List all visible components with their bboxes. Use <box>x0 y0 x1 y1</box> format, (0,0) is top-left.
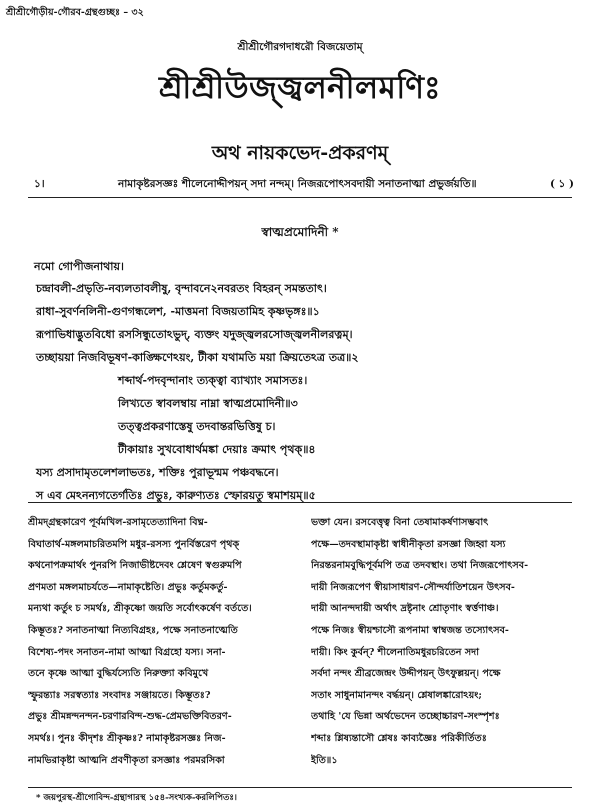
invocation-line: তত্ত্বপ্রকরণাস্তেষু তদবান্তরভিত্তিষু চ। <box>118 420 276 433</box>
invocation-line: চন্দ্রাবলী-প্রভৃতি-নব্যলতাবলীষু, বৃন্দাবনে২নবরতং বিহরন্ সমন্ততাৎ। <box>36 282 327 295</box>
commentary-columns <box>28 512 578 771</box>
commentary-line: ভক্তা যেন। রসবেত্তৃত্ব বিনা তেষামাকর্ষণাসম্ভবাৎ <box>311 517 489 528</box>
commentary-title: স্বাত্মপ্রমোদিনী * <box>261 225 339 239</box>
invocation-line: লিখ্যতে স্বাবলম্বায় নাম্না স্বাত্মপ্রমোদিনী॥৩ <box>118 397 298 410</box>
commentary-line: কিম্ভূতঃ? সনাতনাত্মা নিত্যবিগ্রহঃ, পক্ষে সনাতনাত্মেতি <box>28 624 238 636</box>
commentary-line: নামভিরাকৃষ্টা আত্মনি প্রবণীকৃতা রসজ্ঞাঃ পরমরসিকা <box>28 754 225 766</box>
commentary-line: প্রণমতা মঙ্গলমাচর্যতে—নামাকৃষ্টেতি। প্রভুঃ কর্তুমকর্তু- <box>28 581 228 593</box>
commentary-right-column <box>311 512 578 771</box>
running-head: শ্রীশ্রীগৌড়ীয়-গৌরব-গ্রন্থগুচ্ছঃ – ৩২ <box>6 7 144 18</box>
commentary-line: সতাং সাধুনামানন্দং বর্দ্ধয়ন্। শ্লেষালঙ্কারোঽয়ং; <box>311 689 482 701</box>
invocation-line: টীকায়াঃ সুখবোধার্থমঙ্কা দেয়াঃ ক্রমাৎ পৃথক্॥৪ <box>118 443 316 456</box>
divider <box>28 502 572 503</box>
blessing-line: শ্রীশ্রীগৌরগদাধরৌ বিজয়েতাম্ <box>237 41 363 53</box>
commentary-line: ইতি॥১ <box>311 754 338 766</box>
commentary-line: দায়ী নিজরূপেণ স্বীয়াসাধারণ-সৌন্দর্যাতিশয়েন উৎসব- <box>311 581 515 593</box>
commentary-line: সর্বদা নন্দং শ্রীব্রজেন্দ্রং উদ্দীপয়ন্ উৎফুল্লয়ন্। পক্ষে <box>311 668 501 680</box>
commentary-line: পক্ষে নিজঃ স্বীয়শ্চাসৌ রূপনামা স্বাম্বজন্ত তস্যোৎসব- <box>311 624 509 636</box>
commentary-line: তনে কৃষ্ণে আত্মা বুদ্ধির্যস্যেতি নিরুক্ত্যা কবিমুখে <box>28 668 209 680</box>
divider <box>28 787 572 788</box>
commentary-line: বিঘাতার্থ-মঙ্গলমাচরিতমপি মধুর-রসস্য পুনর্বিস্তরেণ পৃথক্ <box>28 538 240 550</box>
invocation-line: স এব মেঽনন্যগতের্গতিঃ প্রভুঃ, কারুণ্যতঃ স্ফোরয়তু স্বমাশয়ম্॥৫ <box>36 489 316 502</box>
footnote: * জয়পুরস্থ-শ্রীগোবিন্দ-গ্রন্থাগারস্থ ১৫৪-সংখ্যক-করলিপিতঃ। <box>36 793 237 803</box>
commentary-line: কথনোপক্রমার্থং পুনরপি নিজাভীষ্টদেবং শ্লেষেণ স্বগুরুমপি <box>28 560 242 572</box>
commentary-line: পক্ষে—তদবস্থামাকৃষ্টা স্বাধীনীকৃতা রসজ্ঞা জিহ্বা যস্য <box>311 538 506 550</box>
commentary-line: তথাহি 'যে ভিন্না অর্থভেদেন তচ্ছোচ্চারণ-সংস্পৃশঃ <box>311 711 500 723</box>
invocation-line: রাধা-সুবর্ণনলিনী-গুণগন্ধলেশ, -মাত্তমনা বিজয়তামিহ কৃষ্ণভৃঙ্গঃ॥১ <box>36 305 320 318</box>
commentary-line: সমর্থঃ। পুনঃ কীদৃশঃ শ্রীকৃষ্ণঃ? নামাকৃষ্টরসজ্ঞঃ নিজ- <box>28 732 226 744</box>
commentary-line: শ্রীমদ্গ্রন্থকারেণ পূর্বমখিল-রসামৃতেত্যাদিনা বিঘ্ন- <box>28 517 208 528</box>
commentary-line: স্ফুরন্ত্যাঃ সরস্বত্যাঃ সংবাদঃ সঞ্জায়তে। কিম্ভূতঃ? <box>28 689 211 701</box>
commentary-left-column <box>28 512 295 771</box>
chapter-heading: অথ নায়কভেদ-প্রকরণম্ <box>211 142 389 164</box>
page-title: শ্রীশ্রীউজ্জ্বলনীলমণিঃ <box>158 70 442 106</box>
commentary-line: প্রভুঃ শ্রীমন্নন্দনন্দন-চরণারবিন্দ-শুদ্ধ-প্রেমভক্তিবিতরণ- <box>28 711 232 723</box>
invocation-line: রূপাভিধাদ্ভুতবিধো রসসিন্ধুতোঽভুদ্, ব্যক্তং যদুজ্জ্বলরসোজ্জ্বলনীলরত্নম্। <box>36 328 353 341</box>
commentary-line: দায়ী। কিং কুর্বন্? শীলেনাতিমধুরচরিতেন সদা <box>311 646 479 658</box>
commentary-line: মন্যথা কর্তুং চ সমর্থঃ, শ্রীকৃষ্ণো জয়তি সর্বোৎকর্ষেণ বর্ততে। <box>28 603 252 615</box>
invocation-line: নমো গোপীজনাথায়। <box>34 260 124 273</box>
verse-number: ১। <box>34 178 45 190</box>
invocation-line: যস্য প্রসাদামৃতলেশলাভতঃ, শক্তিঃ পুরাভূন্মম পঞ্চবদ্ধনে। <box>36 466 279 479</box>
invocation-line: শব্দার্থ-পদবৃন্দানাং ত্যক্ত্বা ব্যাখ্যাং সমাসতঃ। <box>118 374 308 387</box>
verse-reference: ( ১ ) <box>549 178 574 190</box>
commentary-line: বিশেষ্য-পদং সনাতন-নামা আত্মা বিগ্রহো যস্য। সনা- <box>28 646 226 658</box>
divider <box>28 197 572 198</box>
commentary-line: দায়ী আনন্দদায়ী অর্থাৎ দ্রষ্টৃনাং শ্রোতৃণাং স্বর্ত্তণাঞ্চ। <box>311 603 499 615</box>
verse-text: নামাকৃষ্টরসজ্ঞঃ শীলেনোদ্দীপয়ন্ সদা নন্দম্। নিজরূপোৎসবদায়ী সনাতনাত্মা প্রভুর্জয়তি॥ <box>117 178 477 190</box>
commentary-line: শব্দাঃ শ্লিষ্যন্তাসৌ শ্লেষঃ কাব্যজ্ঞৈঃ পরিকীর্তিতঃ <box>311 732 487 744</box>
invocation-line: তচ্ছায়য়া নিজবিভূষণ-কাঙ্ক্ষিণেঽয়ং, টীকা যথামতি ময়া ক্রিয়তেঽত্র তত্র॥২ <box>36 351 359 364</box>
commentary-line: নিরন্তরনামবুদ্ধিপূর্বমপি তত্র তদবস্থাং। তথা নিজরূপোৎসব- <box>311 560 529 572</box>
root-verse <box>34 177 574 194</box>
